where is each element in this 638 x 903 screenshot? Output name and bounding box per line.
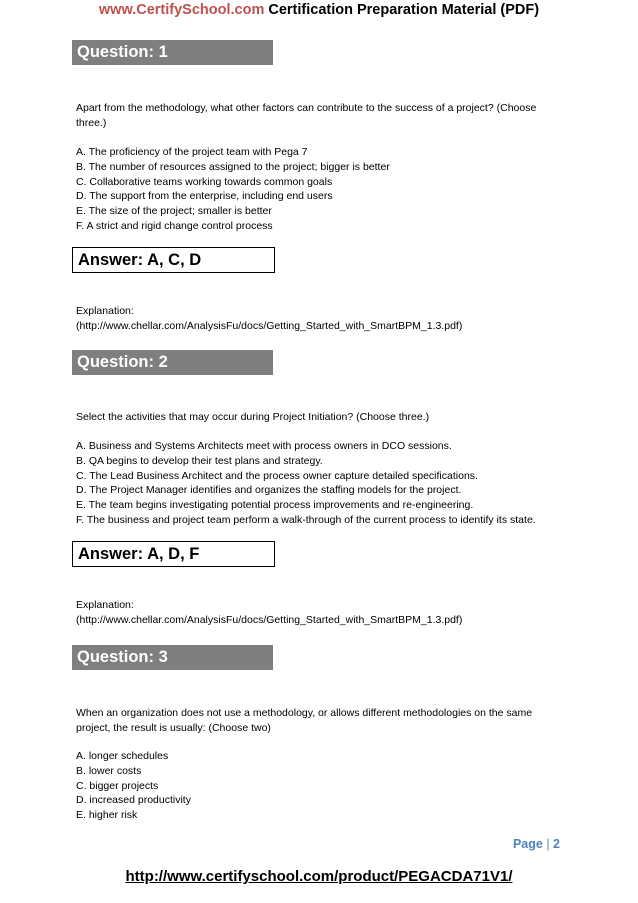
page-value: 2	[553, 837, 560, 851]
question-2-prompt: Select the activities that may occur during Project Initiation? (Choose three.)	[76, 411, 430, 423]
question-2-option-b: B. QA begins to develop their test plans and strategy.	[76, 454, 323, 467]
question-3-option-e: E. higher risk	[76, 809, 138, 822]
page-separator: |	[546, 837, 550, 851]
question-1-prompt: Apart from the methodology, what other factors can contribute to the success of a project? (Choose three.)	[76, 102, 537, 129]
question-3-option-c: C. bigger projects	[76, 779, 159, 792]
question-1-option-a: A. The proficiency of the project team with Pega 7	[76, 146, 308, 158]
page-header	[0, 2, 638, 18]
question-3-heading: Question: 3	[72, 645, 273, 670]
question-2-option-c: C. The Lead Business Architect and the process owner capture detailed specifications.	[76, 469, 478, 482]
question-1-explanation-link[interactable]: (http://www.chellar.com/AnalysisFu/docs/Getting_Started_with_SmartBPM_1.3.pdf)	[76, 319, 463, 332]
question-2-option-f: F. The business and project team perform a walk-through of the current process to identify its state.	[76, 514, 536, 526]
question-1-option-e: E. The size of the project; smaller is better	[76, 205, 272, 218]
question-1-option-b: B. The number of resources assigned to the project; bigger is better	[76, 160, 390, 173]
question-2-option-d: D. The Project Manager identifies and organizes the staffing models for the project.	[76, 484, 462, 497]
question-2-explanation-link[interactable]: (http://www.chellar.com/AnalysisFu/docs/Getting_Started_with_SmartBPM_1.3.pdf)	[76, 613, 463, 626]
question-2-answer: Answer: A, D, F	[72, 541, 275, 567]
footer-link[interactable]: http://www.certifyschool.com/product/PEGACDA71V1/	[125, 868, 513, 885]
question-3-option-a: A. longer schedules	[76, 750, 169, 762]
page-label: Page	[512, 837, 543, 851]
brand-link[interactable]: www.CertifySchool.com	[98, 2, 265, 18]
question-1-heading: Question: 1	[72, 40, 273, 65]
question-3-prompt: When an organization does not use a methodology, or allows different methodologies on the same project, the result is usually: (Choose two)	[76, 707, 533, 734]
question-2-heading: Question: 2	[72, 350, 273, 375]
question-1-answer: Answer: A, C, D	[72, 247, 275, 273]
question-2-option-e: E. The team begins investigating potential process improvements and re-engineering.	[76, 499, 474, 512]
question-3-option-d: D. increased productivity	[76, 794, 191, 807]
question-1-option-f: F. A strict and rigid change control process	[76, 220, 273, 232]
question-3-option-b: B. lower costs	[76, 764, 142, 777]
question-1-option-d: D. The support from the enterprise, including end users	[76, 190, 333, 203]
header-title: Certification Preparation Material (PDF)	[264, 2, 540, 18]
question-1-explanation-label: Explanation:	[76, 305, 134, 317]
question-1-option-c: C. Collaborative teams working towards common goals	[76, 175, 333, 188]
page-number	[513, 837, 560, 851]
question-2-option-a: A. Business and Systems Architects meet with process owners in DCO sessions.	[76, 440, 452, 452]
question-2-explanation-label: Explanation:	[76, 599, 134, 611]
